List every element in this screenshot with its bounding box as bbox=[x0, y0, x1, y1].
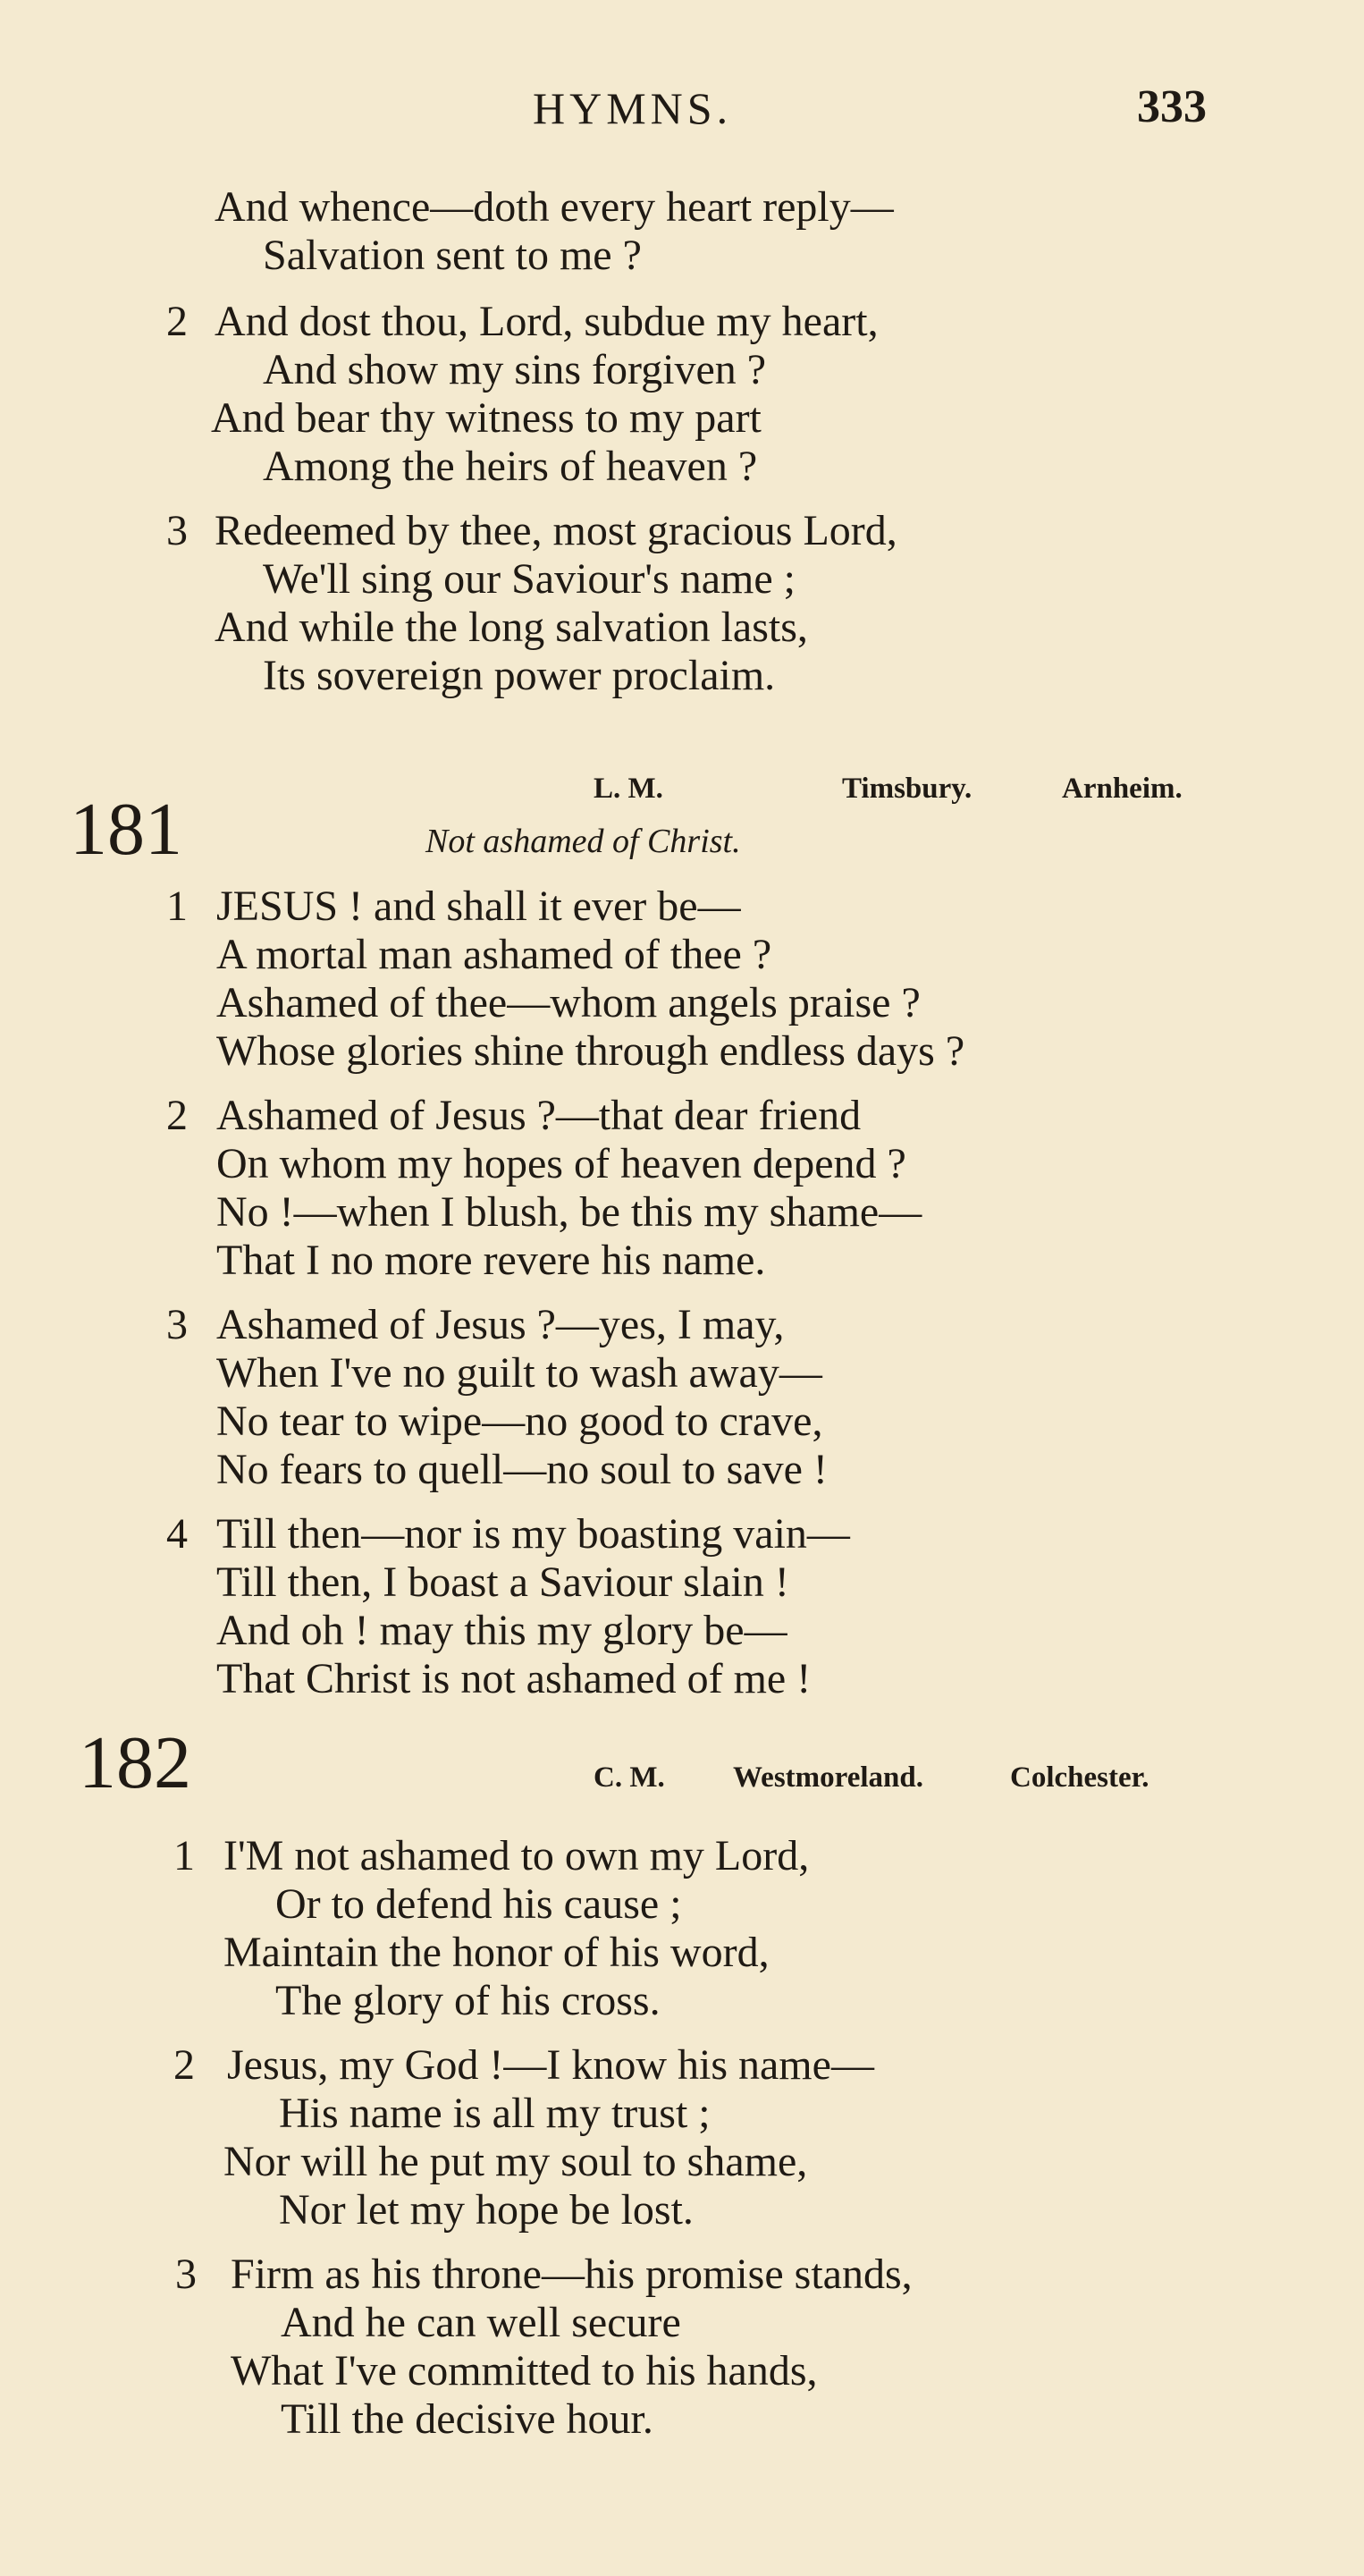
hymn-tune-1: Westmoreland. bbox=[733, 1761, 923, 1794]
verse-line: And while the long salvation lasts, bbox=[215, 604, 808, 651]
verse-number: 1 bbox=[173, 1832, 195, 1879]
verse-line: On whom my hopes of heaven depend ? bbox=[216, 1140, 906, 1187]
verse-line: That I no more revere his name. bbox=[216, 1237, 766, 1284]
verse-line: We'll sing our Saviour's name ; bbox=[263, 555, 796, 603]
verse-line: His name is all my trust ; bbox=[279, 2090, 711, 2137]
verse-number: 3 bbox=[166, 1301, 188, 1348]
verse-number: 3 bbox=[166, 507, 188, 554]
verse-line: Among the heirs of heaven ? bbox=[263, 443, 758, 490]
verse-number: 2 bbox=[166, 298, 188, 345]
verse-line: Maintain the honor of his word, bbox=[223, 1929, 770, 1976]
verse-line: No !—when I blush, be this my shame— bbox=[216, 1188, 922, 1236]
verse-line: Redeemed by thee, most gracious Lord, bbox=[215, 507, 897, 554]
verse-line: JESUS ! and shall it ever be— bbox=[216, 883, 741, 930]
verse-line: When I've no guilt to wash away— bbox=[216, 1349, 822, 1397]
verse-line: Ashamed of thee—whom angels praise ? bbox=[216, 979, 921, 1026]
hymn-meter: C. M. bbox=[594, 1761, 665, 1794]
hymn-number: 182 bbox=[79, 1721, 191, 1804]
hymn-subtitle: Not ashamed of Christ. bbox=[425, 823, 741, 860]
hymn-meter: L. M. bbox=[594, 773, 663, 805]
verse-line: And bear thy witness to my part bbox=[211, 394, 762, 442]
verse-line: And he can well secure bbox=[281, 2299, 681, 2346]
verse-number: 4 bbox=[166, 1510, 188, 1558]
verse-line: Salvation sent to me ? bbox=[263, 232, 642, 279]
verse-line: Jesus, my God !—I know his name— bbox=[227, 2041, 874, 2089]
verse-line: And oh ! may this my glory be— bbox=[216, 1607, 787, 1654]
hymn-number: 181 bbox=[70, 788, 182, 871]
verse-line: Whose glories shine through endless days ? bbox=[216, 1027, 965, 1075]
hymn-tune-2: Arnheim. bbox=[1062, 773, 1183, 805]
hymn-tune-2: Colchester. bbox=[1010, 1761, 1149, 1794]
verse-line: Till then, I boast a Saviour slain ! bbox=[216, 1558, 789, 1606]
verse-line: Or to defend his cause ; bbox=[275, 1880, 682, 1928]
verse-line: What I've committed to his hands, bbox=[231, 2347, 818, 2394]
verse-line: And dost thou, Lord, subdue my heart, bbox=[215, 298, 879, 345]
verse-number: 2 bbox=[166, 1092, 188, 1139]
verse-number: 1 bbox=[166, 883, 188, 930]
verse-number: 2 bbox=[173, 2041, 195, 2089]
verse-line: The glory of his cross. bbox=[275, 1977, 661, 2024]
verse-line: No fears to quell—no soul to save ! bbox=[216, 1446, 828, 1493]
page-number: 333 bbox=[1137, 81, 1207, 132]
verse-line: Its sovereign power proclaim. bbox=[263, 652, 776, 699]
verse-line: And show my sins forgiven ? bbox=[263, 346, 767, 393]
verse-line: Till the decisive hour. bbox=[281, 2395, 653, 2443]
verse-line: Ashamed of Jesus ?—yes, I may, bbox=[216, 1301, 785, 1348]
verse-line: Firm as his throne—his promise stands, bbox=[231, 2251, 913, 2298]
verse-line: I'M not ashamed to own my Lord, bbox=[223, 1832, 810, 1879]
verse-line: A mortal man ashamed of thee ? bbox=[216, 931, 772, 978]
verse-line: Nor let my hope be lost. bbox=[279, 2186, 694, 2234]
verse-line: And whence—doth every heart reply— bbox=[215, 183, 894, 231]
verse-line: No tear to wipe—no good to crave, bbox=[216, 1398, 823, 1445]
verse-line: Till then—nor is my boasting vain— bbox=[216, 1510, 850, 1558]
verse-number: 3 bbox=[175, 2251, 197, 2298]
verse-line: Ashamed of Jesus ?—that dear friend bbox=[216, 1092, 862, 1139]
running-header-title: HYMNS. bbox=[533, 83, 733, 133]
verse-line: That Christ is not ashamed of me ! bbox=[216, 1655, 812, 1702]
hymn-tune-1: Timsbury. bbox=[842, 773, 972, 805]
verse-line: Nor will he put my soul to shame, bbox=[223, 2138, 808, 2185]
